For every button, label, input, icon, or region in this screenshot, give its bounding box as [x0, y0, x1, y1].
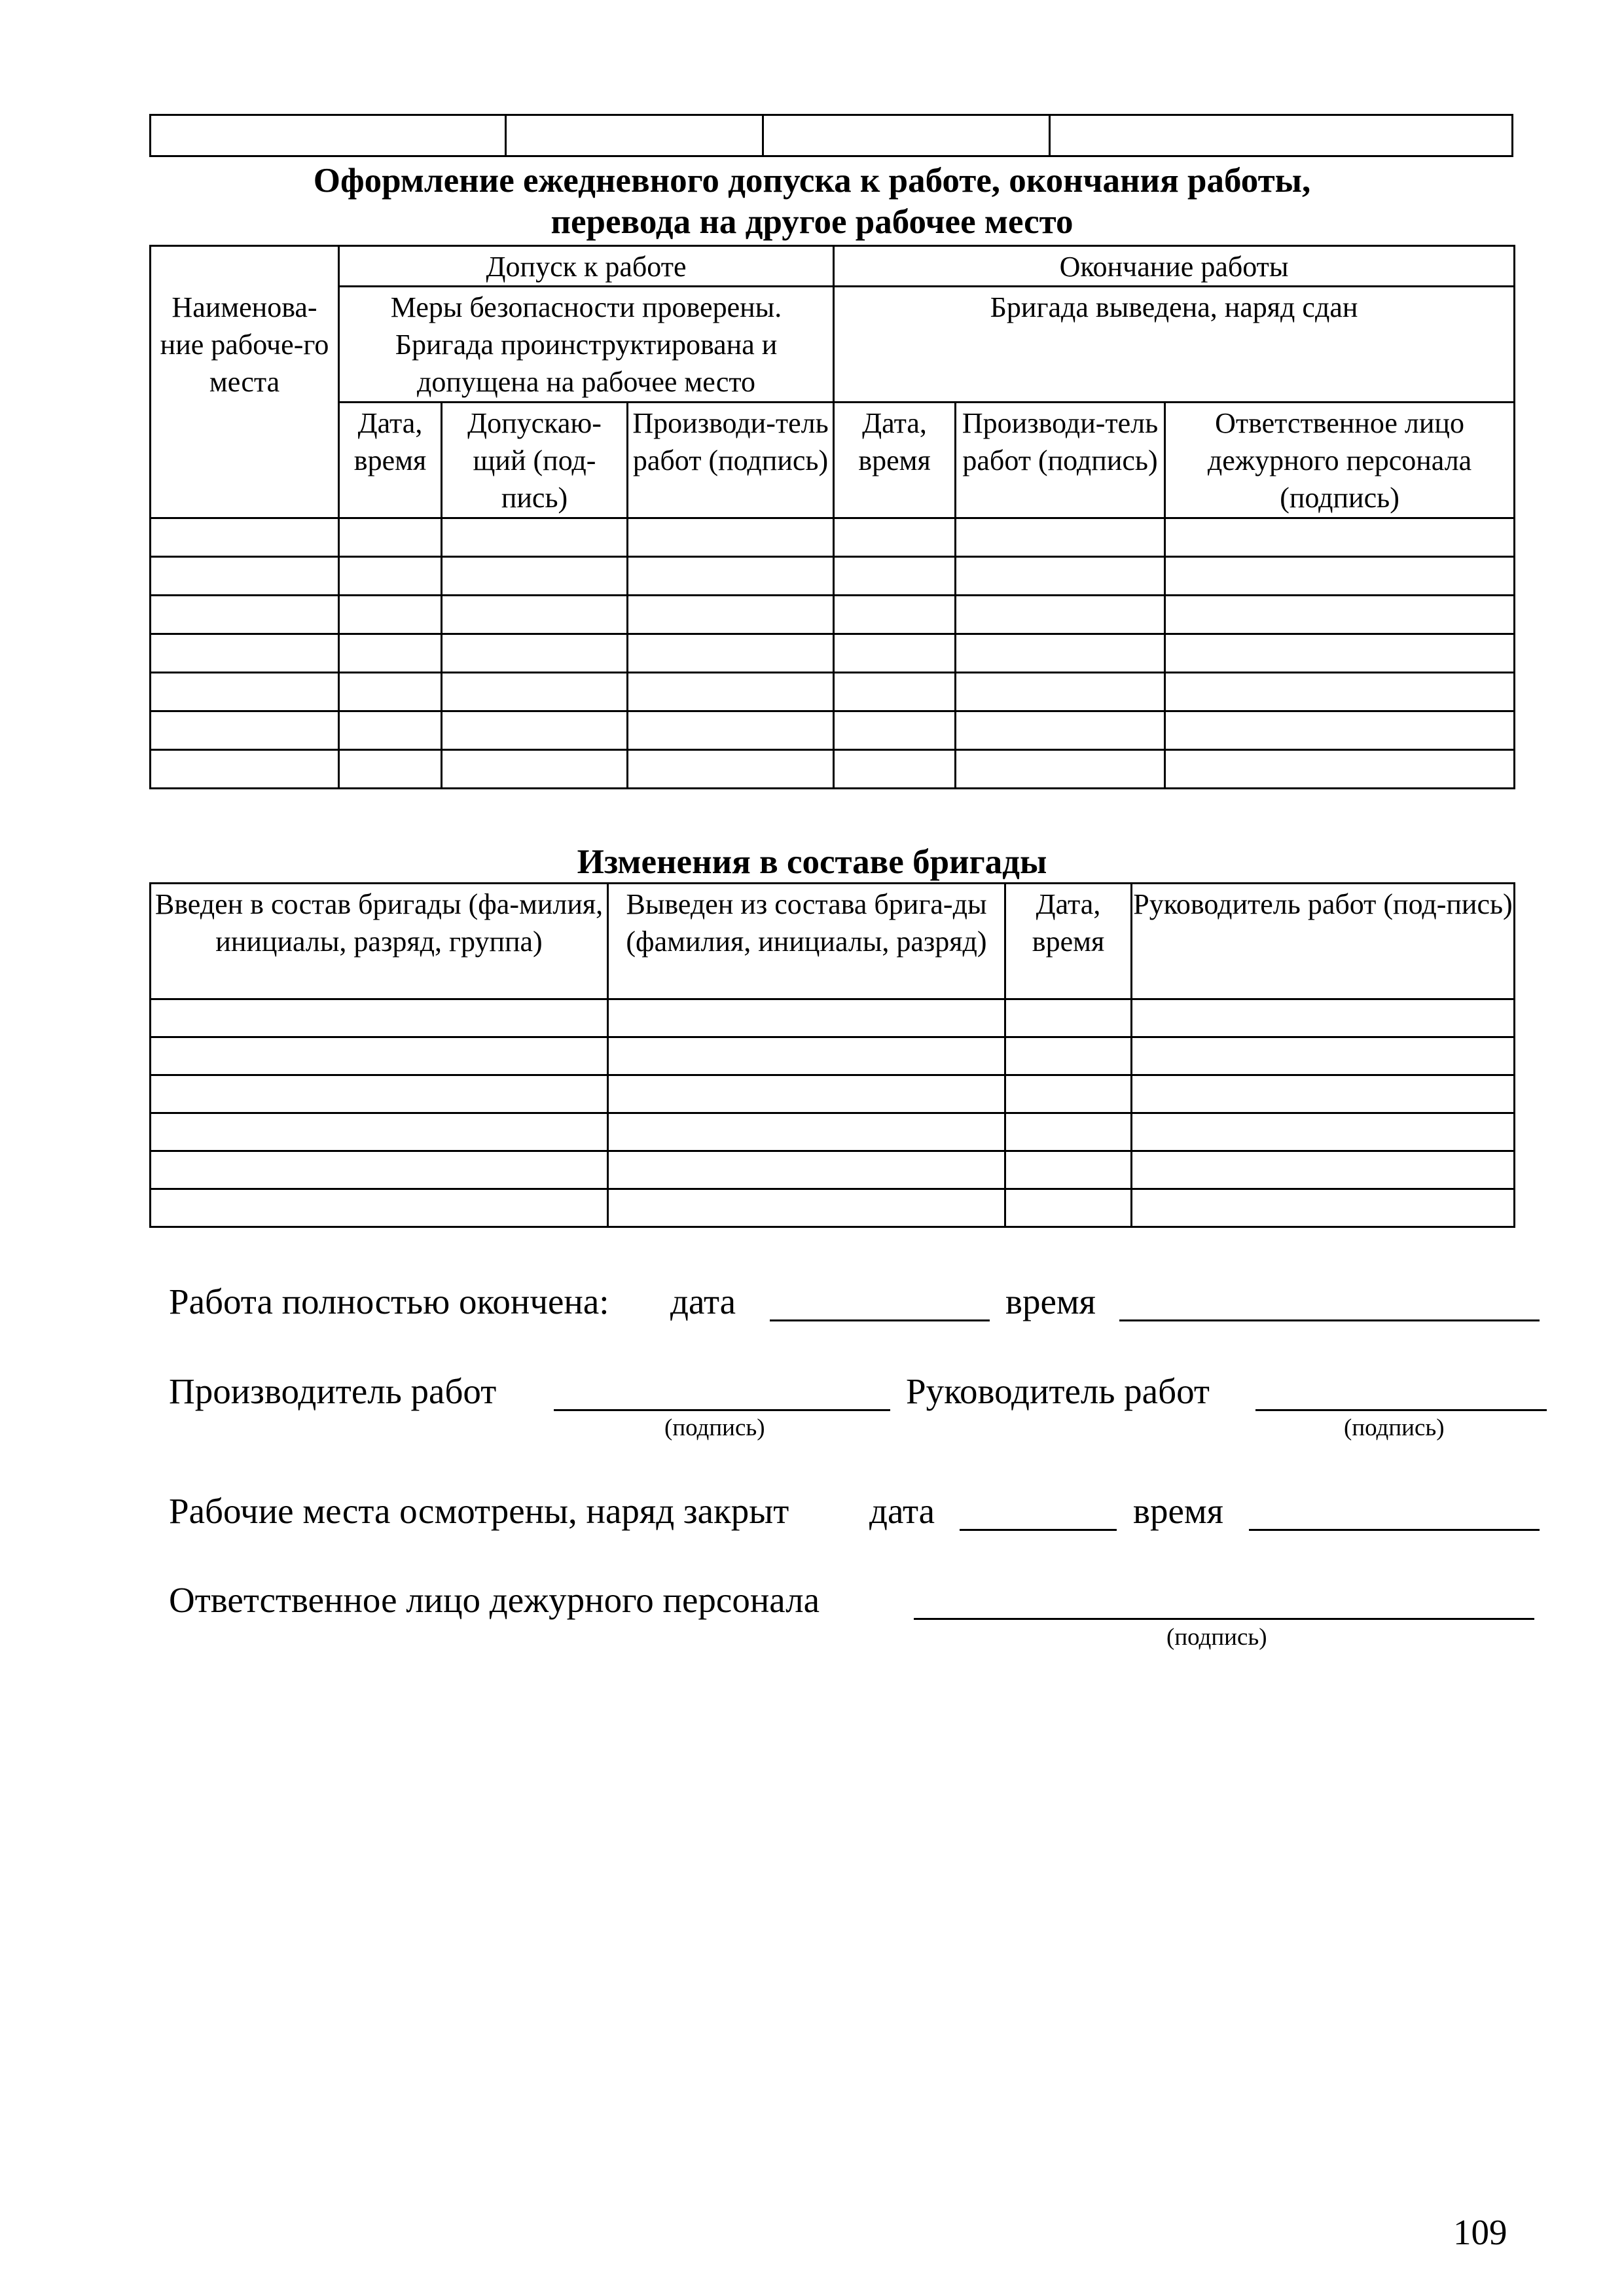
table-cell[interactable]: [956, 557, 1165, 596]
table-row: [151, 1075, 1515, 1113]
table-cell[interactable]: [1132, 1075, 1515, 1113]
col-date-time-2: Дата, время: [834, 403, 956, 518]
top-header-strip: [149, 114, 1513, 157]
table-cell[interactable]: [1165, 557, 1515, 596]
table-cell[interactable]: [628, 596, 834, 634]
group-finish: Окончание работы: [834, 246, 1515, 287]
table-cell[interactable]: [608, 1113, 1005, 1151]
table-cell[interactable]: [608, 1151, 1005, 1189]
table-cell[interactable]: [628, 557, 834, 596]
table-row: [151, 1151, 1515, 1189]
table-cell[interactable]: [834, 596, 956, 634]
table-cell[interactable]: [339, 750, 442, 789]
table-cell[interactable]: [1132, 1189, 1515, 1227]
col-date-time-1: Дата, время: [339, 403, 442, 518]
table-cell[interactable]: [1132, 1151, 1515, 1189]
table-cell[interactable]: [442, 596, 628, 634]
table-row: [151, 750, 1515, 789]
table-cell[interactable]: [1005, 1189, 1132, 1227]
table-cell[interactable]: [1132, 1113, 1515, 1151]
time-label: время: [1005, 1282, 1096, 1321]
table-cell[interactable]: [956, 673, 1165, 711]
table-cell[interactable]: [834, 673, 956, 711]
table-cell[interactable]: [151, 673, 339, 711]
table-cell[interactable]: [956, 711, 1165, 750]
table-cell[interactable]: [956, 596, 1165, 634]
table-cell[interactable]: [151, 1113, 608, 1151]
table-cell[interactable]: [1005, 1037, 1132, 1075]
strip-cell: [1050, 115, 1513, 156]
table-cell[interactable]: [628, 673, 834, 711]
table-cell[interactable]: [956, 634, 1165, 673]
col-duty-person: Ответственное лицо дежурного персонала (подпись): [1165, 403, 1515, 518]
table-cell[interactable]: [339, 673, 442, 711]
col-removed-member: Выведен из состава брига-ды (фамилия, инициалы, разряд): [608, 884, 1005, 999]
table-cell[interactable]: [834, 711, 956, 750]
table-cell[interactable]: [1005, 1075, 1132, 1113]
table-cell[interactable]: [1165, 518, 1515, 557]
closing-date-label: дата: [869, 1491, 935, 1531]
table-cell[interactable]: [339, 596, 442, 634]
table-row: [151, 557, 1515, 596]
col-manager-signature: Руководитель работ (под-пись): [1132, 884, 1515, 999]
table-cell[interactable]: [628, 711, 834, 750]
table-cell[interactable]: [339, 518, 442, 557]
table-cell[interactable]: [151, 711, 339, 750]
table-row: [151, 673, 1515, 711]
table-cell[interactable]: [151, 557, 339, 596]
producer-signature-field[interactable]: [554, 1409, 890, 1411]
table-cell[interactable]: [1165, 634, 1515, 673]
manager-signature-caption: (подпись): [1344, 1414, 1445, 1441]
table-cell[interactable]: [151, 1189, 608, 1227]
table-cell[interactable]: [608, 1075, 1005, 1113]
table-row: [151, 1113, 1515, 1151]
col-workplace-name: Наименова-ние рабоче-го места: [151, 246, 339, 518]
duty-person-signature-field[interactable]: [914, 1618, 1534, 1620]
table-cell[interactable]: [608, 1189, 1005, 1227]
table-cell[interactable]: [1132, 999, 1515, 1037]
table-cell[interactable]: [1132, 1037, 1515, 1075]
manager-signature-field[interactable]: [1255, 1409, 1547, 1411]
table-cell[interactable]: [442, 557, 628, 596]
group-admission: Допуск к работе: [339, 246, 834, 287]
table-cell[interactable]: [151, 999, 608, 1037]
form-title-line1: Оформление ежедневного допуска к работе, окончания работы,: [313, 162, 1311, 200]
work-done-date-field[interactable]: [770, 1319, 990, 1321]
places-inspected-label: Рабочие места осмотрены, наряд закрыт: [169, 1491, 789, 1531]
strip-cell: [151, 115, 506, 156]
table-cell[interactable]: [1165, 596, 1515, 634]
table-cell[interactable]: [628, 518, 834, 557]
work-done-label: Работа полностью окончена:: [169, 1282, 609, 1321]
date-label: дата: [670, 1282, 736, 1321]
table-cell[interactable]: [151, 750, 339, 789]
finish-subheader: Бригада выведена, наряд сдан: [834, 287, 1515, 403]
table-cell[interactable]: [339, 711, 442, 750]
table-row: [151, 1189, 1515, 1227]
form-title-line2: перевода на другое рабочее место: [550, 203, 1074, 241]
work-done-time-field[interactable]: [1119, 1319, 1540, 1321]
table-cell[interactable]: [442, 750, 628, 789]
table-cell[interactable]: [1005, 1151, 1132, 1189]
table-cell[interactable]: [151, 1151, 608, 1189]
table-cell[interactable]: [1005, 999, 1132, 1037]
strip-cell: [506, 115, 763, 156]
closing-time-field[interactable]: [1249, 1529, 1540, 1531]
table-row: [151, 596, 1515, 634]
table-cell[interactable]: [628, 634, 834, 673]
table-row: [151, 1037, 1515, 1075]
table-cell[interactable]: [608, 999, 1005, 1037]
col-date-time: Дата, время: [1005, 884, 1132, 999]
table-cell[interactable]: [339, 634, 442, 673]
closing-date-field[interactable]: [960, 1529, 1117, 1531]
closing-time-label: время: [1133, 1491, 1223, 1531]
table-cell[interactable]: [956, 750, 1165, 789]
page-number: 109: [1453, 2212, 1507, 2252]
table-cell[interactable]: [151, 1075, 608, 1113]
producer-signature-caption: (подпись): [664, 1414, 765, 1441]
changes-title: Изменения в составе бригады: [577, 843, 1047, 881]
col-added-member: Введен в состав бригады (фа-милия, инициалы, разряд, группа): [151, 884, 608, 999]
producer-label: Производитель работ: [169, 1371, 497, 1411]
table-cell[interactable]: [834, 634, 956, 673]
table-cell[interactable]: [956, 518, 1165, 557]
col-admitter: Допускаю-щий (под-пись): [442, 403, 628, 518]
admission-table: [149, 245, 1515, 789]
table-cell[interactable]: [151, 596, 339, 634]
table-row: [151, 999, 1515, 1037]
table-cell[interactable]: [1165, 711, 1515, 750]
manager-label: Руководитель работ: [906, 1371, 1210, 1411]
table-cell[interactable]: [151, 518, 339, 557]
strip-cell: [763, 115, 1050, 156]
table-cell[interactable]: [834, 518, 956, 557]
table-row: [151, 634, 1515, 673]
table-cell[interactable]: [151, 1037, 608, 1075]
table-cell[interactable]: [628, 750, 834, 789]
duty-person-signature-caption: (подпись): [1166, 1624, 1267, 1651]
brigade-changes-table: [149, 882, 1515, 1228]
table-cell[interactable]: [1165, 750, 1515, 789]
col-producer-1: Производи-тель работ (подпись): [628, 403, 834, 518]
table-cell[interactable]: [151, 634, 339, 673]
table-cell[interactable]: [442, 673, 628, 711]
table-cell[interactable]: [608, 1037, 1005, 1075]
table-row: [151, 518, 1515, 557]
admission-subheader: Меры безопасности проверены. Бригада проинструктирована и допущена на рабочее место: [339, 287, 834, 403]
table-cell[interactable]: [1005, 1113, 1132, 1151]
table-cell[interactable]: [442, 634, 628, 673]
table-cell[interactable]: [442, 518, 628, 557]
table-cell[interactable]: [834, 557, 956, 596]
col-producer-2: Производи-тель работ (подпись): [956, 403, 1165, 518]
table-cell[interactable]: [834, 750, 956, 789]
table-cell[interactable]: [339, 557, 442, 596]
table-cell[interactable]: [1165, 673, 1515, 711]
duty-person-label: Ответственное лицо дежурного персонала: [169, 1580, 820, 1620]
table-cell[interactable]: [442, 711, 628, 750]
table-row: [151, 711, 1515, 750]
